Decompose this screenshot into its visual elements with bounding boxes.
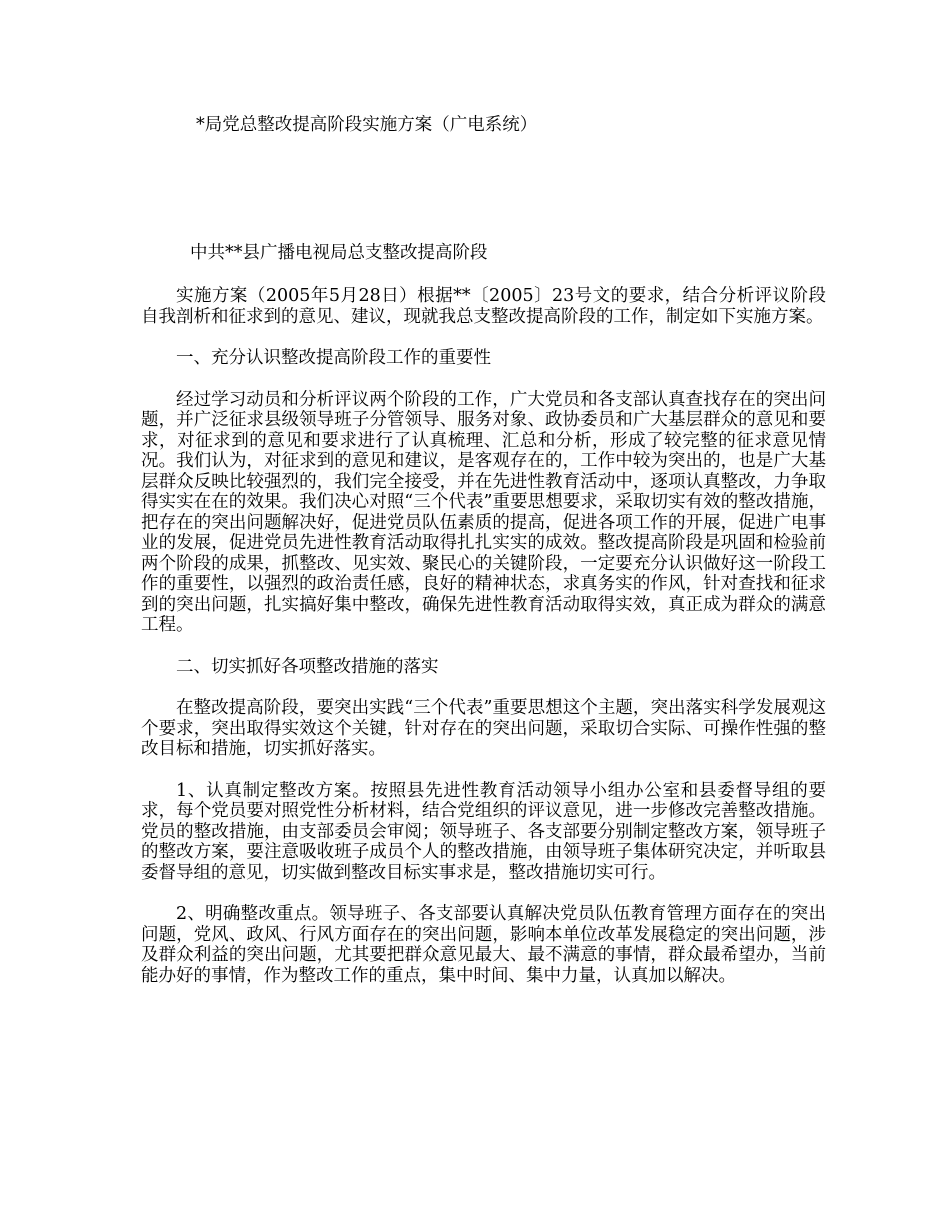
- paragraph-item-2: 2、明确整改重点。领导班子、各支部要认真解决党员队伍教育管理方面存在的突出问题，党风、政风、行风方面存在的突出问题，影响本单位改革发展稳定的突出问题，涉及群众利益的突出问题，尤其要把群众意见最大、最不满意的事情，群众最希望办，当前能办好的事情，作为整改工作的重点，集中时间、集中力量，认真加以解决。: [141, 904, 826, 986]
- paragraph-section-2: 在整改提高阶段，要突出实践“三个代表”重要思想这个主题，突出落实科学发展观这个要求，突出取得实效这个关键，针对存在的突出问题，采取切合实际、可操作性强的整改目标和措施，切实抓好落实。: [141, 698, 826, 759]
- paragraph-intro: 实施方案（2005年5月28日）根据**〔2005〕23号文的要求，结合分析评议阶段自我剖析和征求到的意见、建议，现就我总支整改提高阶段的工作，制定如下实施方案。: [141, 286, 826, 327]
- paragraph-item-1: 1、认真制定整改方案。按照县先进性教育活动领导小组办公室和县委督导组的要求，每个党员要对照党性分析材料，结合党组织的评议意见，进一步修改完善整改措施。党员的整改措施，由支部委员会审阅；领导班子、各支部要分别制定整改方案，领导班子的整改方案，要注意吸收班子成员个人的整改措施，由领导班子集体研究决定，并听取县委督导组的意见，切实做到整改目标实事求是，整改措施切实可行。: [141, 780, 826, 883]
- document-body: [141, 286, 826, 1007]
- document-subtitle: 中共**县广播电视局总支整改提高阶段: [190, 243, 488, 263]
- paragraph-section-1: 经过学习动员和分析评议两个阶段的工作，广大党员和各支部认真查找存在的突出问题，并广泛征求县级领导班子分管领导、服务对象、政协委员和广大基层群众的意见和要求，对征求到的意见和要求进行了认真梳理、汇总和分析，形成了较完整的征求意见情况。我们认为，对征求到的意见和建议，是客观存在的，工作中较为突出的，也是广大基层群众反映比较强烈的，我们完全接受，并在先进性教育活动中，逐项认真整改，力争取得实实在在的效果。我们决心对照“三个代表”重要思想要求，采取切实有效的整改措施，把存在的突出问题解决好，促进党员队伍素质的提高，促进各项工作的开展，促进广电事业的发展，促进党员先进性教育活动取得扎扎实实的成效。整改提高阶段是巩固和检验前两个阶段的成果，抓整改、见实效、聚民心的关键阶段，一定要充分认识做好这一阶段工作的重要性，以强烈的政治责任感，良好的精神状态，求真务实的作风，针对查找和征求到的突出问题，扎实搞好集中整改，确保先进性教育活动取得实效，真正成为群众的满意工程。: [141, 389, 826, 635]
- section-heading-2: 二、切实抓好各项整改措施的落实: [176, 656, 439, 677]
- section-heading-1: 一、充分认识整改提高阶段工作的重要性: [176, 348, 491, 368]
- document-title: *局党总整改提高阶段实施方案（广电系统）: [196, 115, 538, 135]
